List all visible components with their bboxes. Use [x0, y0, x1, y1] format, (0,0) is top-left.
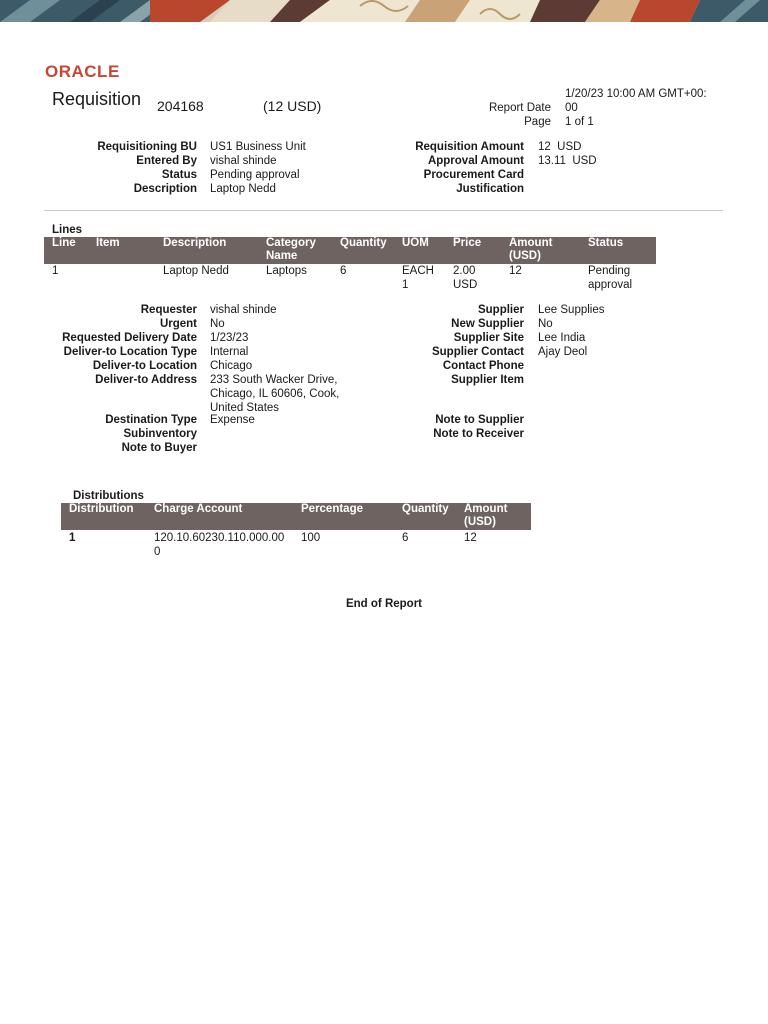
charge-account: 120.10.60230.110.000.00 0 — [154, 532, 285, 558]
detail-label: Subinventory — [123, 428, 197, 440]
column-header: Quantity — [340, 237, 387, 249]
line-amount: 12 — [509, 265, 522, 277]
summary-label: Approval Amount — [427, 155, 524, 167]
report-date-value-cont: 00 — [565, 102, 578, 114]
report-date-label: Report Date — [488, 102, 551, 114]
page-value: 1 of 1 — [565, 116, 594, 128]
detail-label: Supplier Contact — [431, 346, 524, 358]
detail-value: No — [538, 318, 553, 330]
requisition-total: (12 USD) — [263, 98, 322, 114]
page-label: Page — [524, 116, 551, 128]
column-header: Line — [52, 237, 76, 249]
detail-label: Note to Buyer — [121, 442, 197, 454]
column-header: Status — [588, 237, 624, 249]
detail-label: Deliver-to Location — [92, 360, 197, 372]
detail-label: Deliver-to Location Type — [63, 346, 197, 358]
summary-label: Entered By — [136, 155, 197, 167]
distribution-amount: 12 — [464, 532, 477, 544]
detail-value: Lee India — [538, 332, 586, 344]
column-header: Distribution — [69, 503, 134, 515]
report-date-value: 1/20/23 10:00 AM GMT+00: — [565, 88, 707, 100]
oracle-logo: ORACLE — [45, 62, 120, 81]
detail-label: Urgent — [159, 318, 197, 330]
summary-value: vishal shinde — [210, 155, 277, 167]
decorative-banner — [0, 0, 768, 22]
status-badge: Pending approval — [588, 265, 633, 291]
summary-label: Requisition Amount — [415, 141, 524, 153]
distributions-section-title: Distributions — [73, 490, 144, 502]
summary-value: 13.11 USD — [538, 155, 597, 167]
detail-label: Deliver-to Address — [95, 374, 197, 386]
summary-label: Description — [133, 183, 197, 195]
summary-value: Laptop Nedd — [210, 183, 276, 195]
detail-label: Requested Delivery Date — [62, 332, 197, 344]
line-category: Laptops — [266, 265, 307, 277]
summary-label: Requisitioning BU — [97, 141, 197, 153]
column-header: Item — [96, 237, 120, 249]
line-number: 1 — [52, 265, 59, 277]
summary-label: Justification — [456, 183, 524, 195]
detail-label: Note to Supplier — [435, 414, 524, 426]
column-header: Amount (USD) — [509, 237, 565, 263]
detail-label: Requester — [140, 304, 197, 316]
distribution-number: 1 — [69, 532, 76, 544]
detail-value: Expense — [210, 414, 255, 426]
column-header: Charge Account — [154, 503, 243, 515]
column-header: UOM — [402, 237, 429, 249]
column-header: Quantity — [402, 503, 449, 515]
detail-label: Supplier Site — [453, 332, 524, 344]
detail-value: No — [210, 318, 225, 330]
column-header: Percentage — [301, 503, 364, 515]
detail-value: Internal — [210, 346, 249, 358]
detail-label: Supplier — [477, 304, 524, 316]
line-description: Laptop Nedd — [163, 265, 229, 277]
deliver-to-address: 233 South Wacker Drive, Chicago, IL 60606, Cook, United States — [210, 374, 340, 414]
detail-label: Contact Phone — [442, 360, 524, 372]
column-header: Description — [163, 237, 227, 249]
requisition-number: 204168 — [157, 98, 204, 114]
summary-value: Pending approval — [210, 169, 300, 181]
line-quantity: 6 — [340, 265, 347, 277]
column-header: Price — [453, 237, 482, 249]
detail-value: Lee Supplies — [538, 304, 605, 316]
line-uom: EACH 1 — [402, 265, 434, 291]
summary-value: US1 Business Unit — [210, 141, 306, 153]
summary-label: Procurement Card — [423, 169, 524, 181]
distribution-percentage: 100 — [301, 532, 321, 544]
summary-value: 12 USD — [538, 141, 582, 153]
end-of-report: End of Report — [345, 598, 423, 610]
section-divider — [44, 210, 723, 211]
column-header: Category Name — [266, 237, 326, 263]
distribution-quantity: 6 — [402, 532, 409, 544]
detail-value: Chicago — [210, 360, 253, 372]
lines-section-title: Lines — [52, 224, 83, 236]
detail-value: vishal shinde — [210, 304, 277, 316]
detail-label: Note to Receiver — [433, 428, 524, 440]
line-price: 2.00 USD — [453, 265, 478, 291]
detail-label: Supplier Item — [451, 374, 524, 386]
column-header: Amount (USD) — [464, 503, 520, 529]
detail-label: Destination Type — [105, 414, 197, 426]
detail-value: Ajay Deol — [538, 346, 588, 358]
page-title: Requisition — [52, 89, 142, 109]
detail-label: New Supplier — [451, 318, 524, 330]
summary-label: Status — [161, 169, 197, 181]
detail-value: 1/23/23 — [210, 332, 249, 344]
